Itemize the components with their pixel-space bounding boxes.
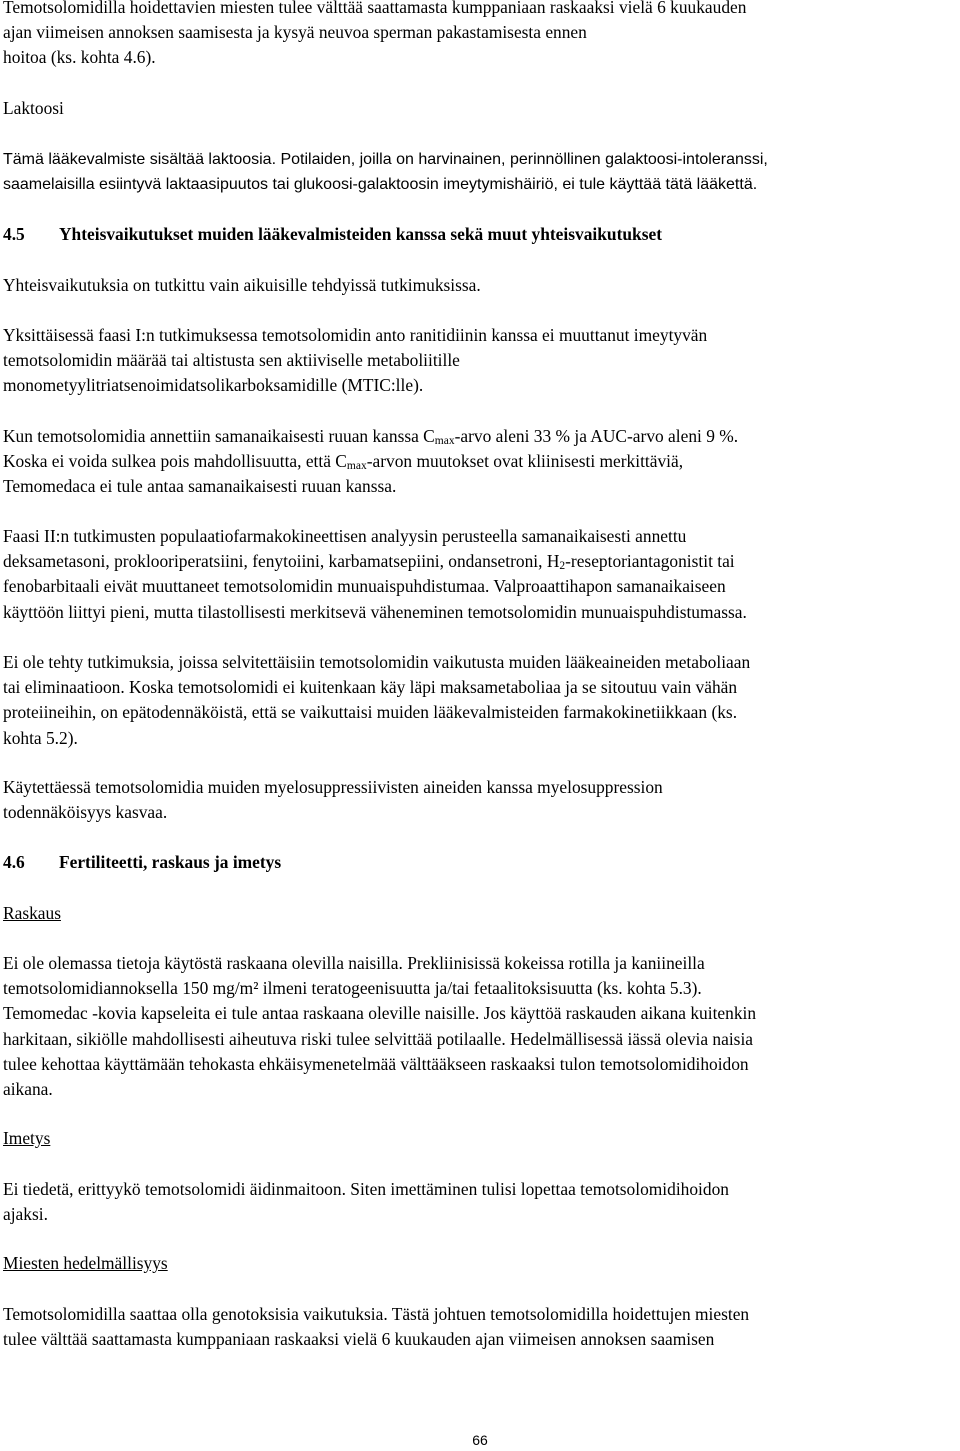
text-line: proteiineihin, on epätodennäköistä, että se vaikuttaisi muiden lääkevalmisteiden farmakokinetiikkaan (ks.: [3, 702, 738, 723]
section-title: Fertiliteetti, raskaus ja imetys: [59, 852, 282, 872]
text-line: tulee välttää saattamasta kumppaniaan raskaaksi vielä 6 kuukauden ajan viimeisen annoksen saamisen: [3, 1329, 715, 1350]
document-page: [3, 0, 953, 1451]
subheading-imetys: Imetys: [3, 1128, 51, 1148]
text-line: kohta 5.2).: [3, 727, 78, 748]
paragraph-male-fertility: [3, 1302, 749, 1352]
paragraph-pregnancy: [3, 951, 756, 1102]
paragraph-food: Kun temotsolomidia annettiin samanaikaisesti ruuan kanssa $C_{max}$-arvo aleni 33 % ja AUC-arvo aleni 9 %. Koska ei voida sulkea pois mahdollisuutta, että $C_{max}$-arvon muutokset ovat kliinisesti merkittäviä, Temomedaca ei tule antaa samanaikaisesti ruuan kanssa.: [3, 426, 739, 497]
section-number: 4.5: [3, 224, 25, 244]
subheading-laktoosi: Laktoosi: [3, 98, 64, 118]
paragraph-metabolism: [3, 650, 750, 751]
text-line: Temomedac -kovia kapseleita ei tule antaa raskaana oleville naisille. Jos käyttöä raskauden aikana kuitenkin: [3, 1003, 757, 1024]
paragraph-interactions-adults: Yhteisvaikutuksia on tutkittu vain aikuisille tehdyissä tutkimuksissa.: [3, 275, 481, 295]
section-number: 4.6: [3, 852, 25, 872]
text-line: temotsolomidin määrää tai altistusta sen aktiiviselle metaboliitille: [3, 350, 460, 371]
text-line: tulee kehottaa käyttämään tehokasta ehkäisymenetelmää välttääkseen raskaaksi tulon temotsolomidihoidon: [3, 1053, 749, 1074]
text-line: Ei tiedetä, erittyykö temotsolomidi äidinmaitoon. Siten imettäminen tulisi lopettaa temotsolomidihoidon: [3, 1179, 729, 1199]
subheading-raskaus: Raskaus: [3, 903, 61, 923]
text-line: tai eliminaatioon. Koska temotsolomidi ei kuitenkaan käy läpi maksametaboliaa ja se sitoutuu vain vähän: [3, 677, 738, 698]
paragraph-myelosuppression: [3, 775, 663, 825]
paragraph-male-contraception: [3, 0, 746, 71]
text-line: ajaksi.: [3, 1204, 48, 1225]
text-line: harkitaan, sikiölle mahdollisesti aiheutuva riski tulee selvittää potilaalle. Hedelmällisessä iässä olevia naisia: [3, 1028, 753, 1049]
text-line: todennäköisyys kasvaa.: [3, 802, 168, 823]
subheading-miesten-hedelmallisyys: Miesten hedelmällisyys: [3, 1253, 168, 1273]
text-line: temotsolomidiannoksella 150 mg/m² ilmeni teratogeenisuutta ja/tai fetaalitoksisuutta (ks. kohta 5.3).: [3, 978, 702, 999]
text-line: monometyylitriatsenoimidatsolikarboksamidille (MTIC:lle).: [3, 375, 424, 396]
section-heading-4-6: [3, 850, 281, 875]
paragraph-breastfeeding: [3, 1177, 729, 1227]
text-line: aikana.: [3, 1079, 53, 1100]
text-line: hoitoa (ks. kohta 4.6).: [3, 47, 156, 68]
paragraph-phase-two: Faasi II:n tutkimusten populaatiofarmakokineettisen analyysin perusteella samanaikaisesti annettu deksametasoni, proklooriperatsiini, fenytoiini, karbamatsepiini, ondansetroni, $H_2$-reseptoriantagonistit tai fenobarbitaali eivät muuttaneet temotsolomidin munuaispuhdistumaa. Valproaattihapon samanaikaiseen käyttöön liittyi pieni, mutta tilastollisesti merkitsevä väheneminen temotsolomidin munuaispuhdistumassa.: [3, 526, 747, 622]
text-line: Temotsolomidilla saattaa olla genotoksisia vaikutuksia. Tästä johtuen temotsolomidilla hoidettujen miesten: [3, 1304, 750, 1324]
section-heading-4-5: [3, 222, 662, 247]
text-line: Temotsolomidilla hoidettavien miesten tulee välttää saattamasta kumppaniaan raskaaksi vielä 6 kuukauden: [3, 0, 747, 17]
paragraph-ranitidine: [3, 323, 707, 399]
text-line: Käytettäessä temotsolomidia muiden myelosuppressiivisten aineiden kanssa myelosuppression: [3, 777, 663, 797]
page-number: 66: [472, 1432, 488, 1448]
text-line: saamelaisilla esiintyvä laktaasipuutos tai glukoosi-galaktoosin imeytymishäiriö, ei tule käyttää tätä lääkettä.: [3, 176, 758, 194]
text-line: Ei ole tehty tutkimuksia, joissa selvitettäisiin temotsolomidin vaikutusta muiden lääkeaineiden metaboliaan: [3, 652, 751, 672]
paragraph-lactose: [3, 147, 768, 197]
text-line: Tämä lääkevalmiste sisältää laktoosia. Potilaiden, joilla on harvinainen, perinnöllinen galaktoosi-intoleranssi,: [3, 151, 768, 168]
text-line: Yksittäisessä faasi I:n tutkimuksessa temotsolomidin anto ranitidiinin kanssa ei muuttanut imeytyvän: [3, 325, 708, 345]
text-line: Ei ole olemassa tietoja käytöstä raskaana olevilla naisilla. Prekliinisissä kokeissa rotilla ja kaniineilla: [3, 953, 705, 973]
section-title: Yhteisvaikutukset muiden lääkevalmisteiden kanssa sekä muut yhteisvaikutukset: [59, 224, 662, 244]
text-line: ajan viimeisen annoksen saamisesta ja kysyä neuvoa sperman pakastamisesta ennen: [3, 22, 587, 43]
